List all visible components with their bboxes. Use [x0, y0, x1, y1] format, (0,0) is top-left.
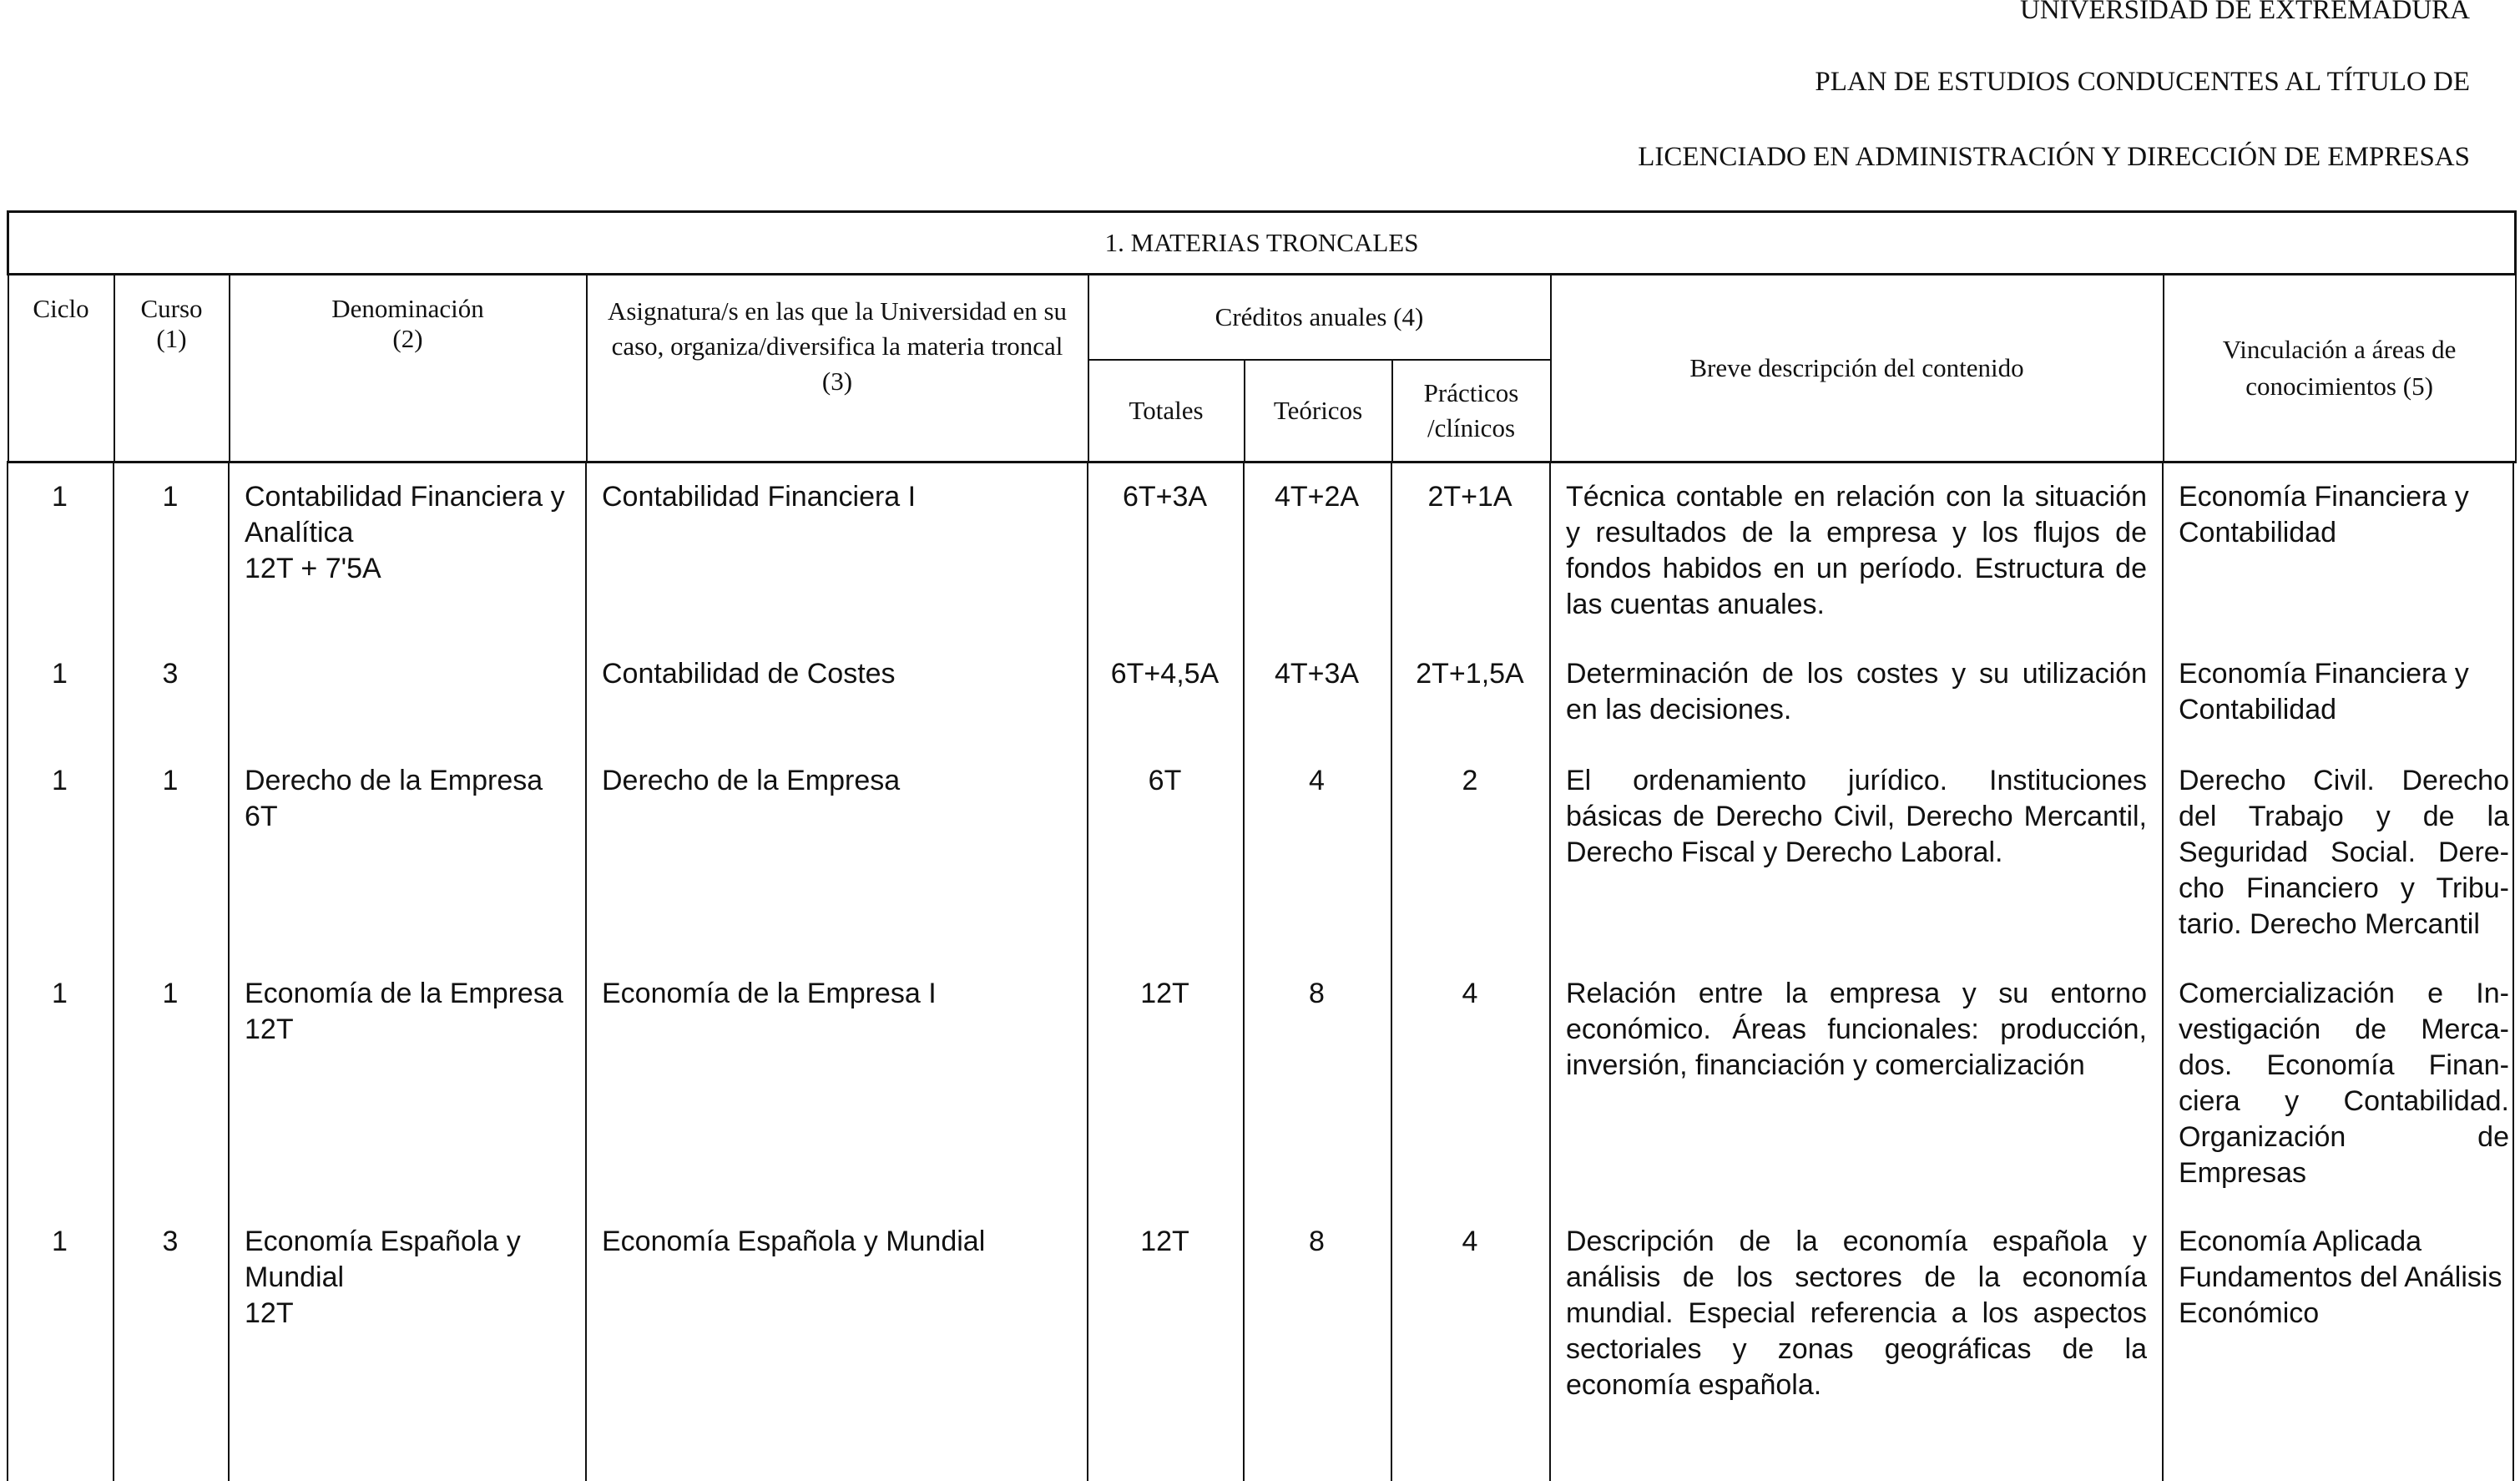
cell-totales: 12T — [1140, 1226, 1189, 1257]
cell-ciclo: 1 — [52, 481, 68, 513]
cell-vinculacion: Economía Financiera y Contabilidad — [2179, 658, 2469, 725]
column-divider — [2512, 461, 2514, 1481]
col-header-totales: Totales — [1088, 360, 1245, 462]
cell-curso: 1 — [162, 481, 179, 513]
cell-vinculacion: Economía Aplicada Fundamentos del Análisis Económico — [2179, 1226, 2502, 1329]
col-header-ciclo: Ciclo — [8, 275, 114, 462]
cell-curso: 1 — [162, 978, 179, 1009]
cell-denominacion: Contabilidad Financiera y Analítica 12T + 7'5A — [245, 481, 565, 584]
cell-vinculacion: Derecho Civil. Derecho del Trabajo y de la Seguridad Social. Dere-cho Financiero y Tribu-tario. Derecho Mercantil — [2179, 765, 2509, 940]
cell-ciclo: 1 — [52, 978, 68, 1009]
column-divider — [585, 461, 587, 1481]
col-header-denominacion: Denominación (2) — [230, 275, 587, 462]
cell-curso: 1 — [162, 765, 179, 796]
cell-teoricos: 4T+2A — [1274, 481, 1360, 513]
cell-asignatura: Economía Española y Mundial — [602, 1226, 986, 1257]
cell-totales: 6T — [1148, 765, 1182, 796]
col-header-teoricos: Teóricos — [1245, 360, 1392, 462]
cell-denominacion: Derecho de la Empresa 6T — [245, 765, 543, 832]
cell-practicos: 2T+1A — [1427, 481, 1513, 513]
col-header-descripcion: Breve descripción del contenido — [1551, 275, 2164, 462]
cell-practicos: 4 — [1462, 978, 1478, 1009]
cell-teoricos: 4T+3A — [1274, 658, 1360, 690]
col-header-vinculacion: Vinculación a áreas de conocimientos (5) — [2164, 275, 2516, 462]
cell-vinculacion: Economía Financiera y Contabilidad — [2179, 481, 2469, 548]
cell-asignatura: Contabilidad de Costes — [602, 658, 896, 690]
cell-teoricos: 4 — [1309, 765, 1325, 796]
cell-descripcion: Descripción de la economía española y análisis de los sectores de la economía mundial. Especial referencia a los aspectos sectoriales y zonas geográficas de la economía española. — [1566, 1226, 2147, 1401]
cell-totales: 6T+4,5A — [1110, 658, 1220, 690]
cell-denominacion: Economía Española y Mundial 12T — [245, 1226, 521, 1329]
cell-practicos: 2 — [1462, 765, 1478, 796]
cell-totales: 6T+3A — [1122, 481, 1208, 513]
cell-curso: 3 — [162, 1226, 179, 1257]
column-divider — [1087, 461, 1088, 1481]
cell-descripcion: Técnica contable en relación con la situación y resultados de la empresa y los flujos de fondos habidos en un período. Estructura de las cuentas anuales. — [1566, 481, 2147, 620]
cell-asignatura: Economía de la Empresa I — [602, 978, 937, 1009]
cell-descripcion: El ordenamiento jurídico. Instituciones básicas de Derecho Civil, Derecho Mercantil, Derecho Fiscal y Derecho Laboral. — [1566, 765, 2147, 868]
cell-ciclo: 1 — [52, 658, 68, 690]
column-divider — [2162, 461, 2164, 1481]
column-divider — [113, 461, 114, 1481]
column-divider — [228, 461, 230, 1481]
cell-teoricos: 8 — [1309, 1226, 1325, 1257]
cell-asignatura: Derecho de la Empresa — [602, 765, 901, 796]
cell-practicos: 4 — [1462, 1226, 1478, 1257]
col-header-creditos: Créditos anuales (4) — [1088, 275, 1551, 361]
column-divider — [7, 461, 8, 1481]
table-header — [7, 210, 2517, 463]
col-header-practicos: Prácticos /clínicos — [1392, 360, 1551, 462]
cell-ciclo: 1 — [52, 765, 68, 796]
column-divider — [1243, 461, 1245, 1481]
col-header-asignatura: Asignatura/s en las que la Universidad en su caso, organiza/diversifica la materia troncal (3) — [587, 275, 1088, 462]
cell-practicos: 2T+1,5A — [1416, 658, 1524, 690]
cell-totales: 12T — [1140, 978, 1189, 1009]
cell-denominacion: Economía de la Empresa 12T — [245, 978, 563, 1045]
degree-title: LICENCIADO EN ADMINISTRACIÓN Y DIRECCIÓN DE EMPRESAS — [1638, 142, 2470, 172]
cell-descripcion: Determinación de los costes y su utilización en las decisiones. — [1566, 658, 2147, 725]
cell-vinculacion: Comercialización e In-vestigación de Merca-dos. Economía Finan-ciera y Contabilidad. Organización de Empresas — [2179, 978, 2509, 1189]
plan-title: PLAN DE ESTUDIOS CONDUCENTES AL TÍTULO DE — [1815, 67, 2470, 97]
materias-troncales-table — [7, 210, 2514, 1481]
cell-asignatura: Contabilidad Financiera I — [602, 481, 917, 513]
cell-curso: 3 — [162, 658, 179, 690]
table-title: 1. MATERIAS TRONCALES — [8, 212, 2516, 275]
column-divider — [1549, 461, 1551, 1481]
cell-descripcion: Relación entre la empresa y su entorno económico. Áreas funcionales: producción, inversión, financiación y comercialización — [1566, 978, 2147, 1081]
col-header-curso: Curso (1) — [114, 275, 230, 462]
cell-ciclo: 1 — [52, 1226, 68, 1257]
cell-teoricos: 8 — [1309, 978, 1325, 1009]
university-name: UNIVERSIDAD DE EXTREMADURA — [2020, 0, 2470, 25]
column-divider — [1391, 461, 1392, 1481]
